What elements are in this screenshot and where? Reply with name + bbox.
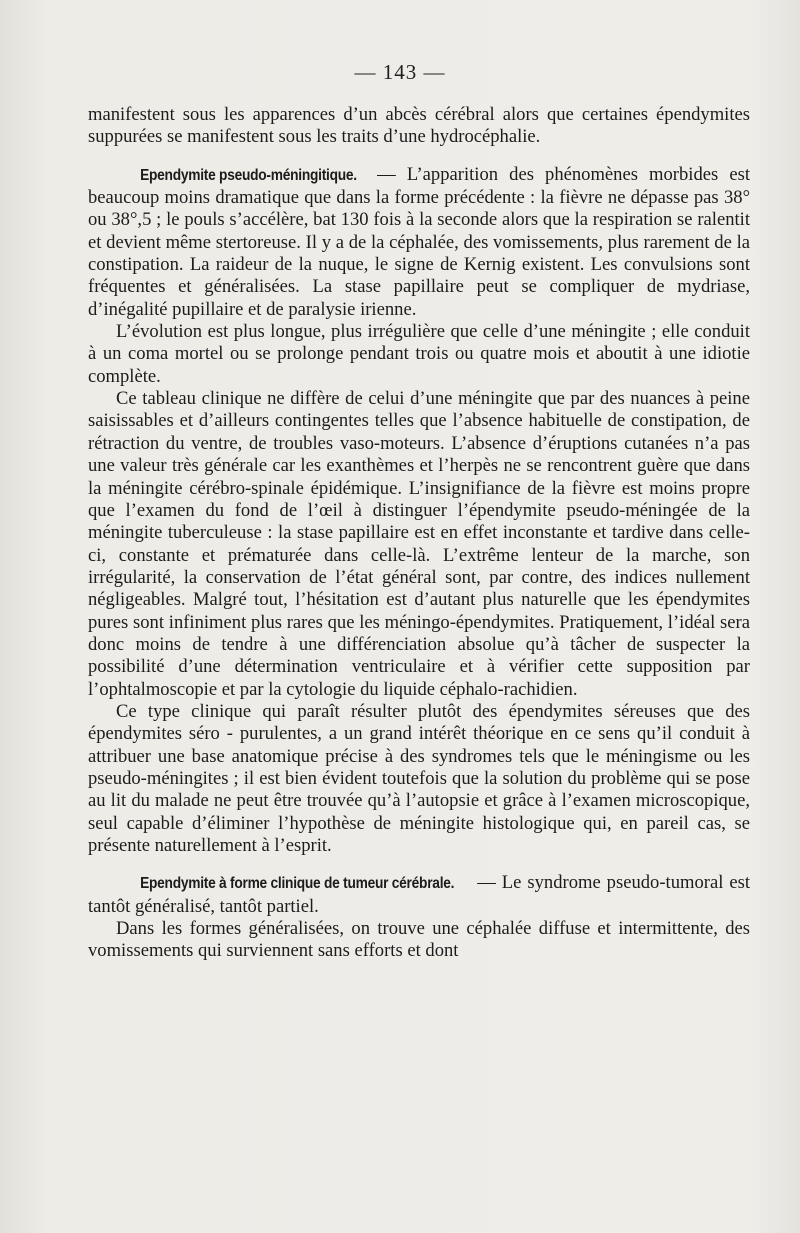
section-heading-pseudo-meningitique: Ependymite pseudo-méningitique. (140, 166, 357, 184)
page-number: — 143 — (354, 60, 446, 84)
paragraph-formes-generalisees: Dans les formes généralisées, on trouve une céphalée diffuse et intermittente, des vomissements qui surviennent sans efforts et dont (88, 918, 750, 962)
section-heading-tumeur-cerebrale: Ependymite à forme clinique de tumeur cérébrale. (140, 875, 455, 893)
paragraph-tumeur-cerebrale (88, 872, 750, 918)
paragraph-evolution: L’évolution est plus longue, plus irrégulière que celle d’une méningite ; elle conduit à un coma mortel ou se prolonge pendant trois ou quatre mois et aboutit à une idiotie complète. (88, 321, 750, 387)
paragraph-text: — Le syndrome pseudo-tumoral est tantôt généralisé, tantôt partiel. (88, 872, 750, 917)
paragraph-text: — L’apparition des phénomènes morbides est beaucoup moins dramatique que dans la forme précédente : la fièvre ne dépasse pas 38° ou 38°,5 ; le pouls s’accélère, bat 130 fois à la seconde alors que la respiration se ralentit et devient même stertoreuse. Il y a de la céphalée, des vomissements, plus rarement de la constipation. La raideur de la nuque, le signe de Kernig existent. Les convulsions sont fréquentes et généralisées. La stase papillaire peut se compliquer de mydriase, d’inégalité pupillaire et de paralysie irienne. (88, 163, 750, 320)
body-text (88, 104, 750, 963)
paragraph-type-clinique: Ce type clinique qui paraît résulter plutôt des épendymites séreuses que des épendymites séro - purulentes, a un grand intérêt théorique en ce sens qu’il conduit à attribuer une base anatomique précise à des syndromes tels que le méningisme ou les pseudo-méningites ; il est bien évident toutefois que la solution du problème qui se pose au lit du malade ne peut être trouvée qu’à l’autopsie et grâce à l’examen microscopique, seul capable d’éliminer l’hypothèse de méningite histologique qui, en pareil cas, se présente naturellement à l’esprit. (88, 700, 750, 856)
paragraph-tableau-clinique: Ce tableau clinique ne diffère de celui d’une méningite que par des nuances à peine saisissables et d’ailleurs contingentes telles que l’absence habituelle de constipation, de rétraction du ventre, de troubles vaso-moteurs. L’absence d’éruptions cutanées n’a pas une valeur très générale car les exanthèmes et l’herpès ne se rencontrent guère que dans la méningite cérébro-spinale épidémique. L’insignifiance de la fièvre est moins propre que l’examen du fond de l’œil à distinguer l’épendymite pseudo-méningée de la méningite tuberculeuse : la stase papillaire est en effet inconstante et tardive dans celle-ci, constante et prématurée dans celle-là. L’extrême lenteur de la marche, son irrégularité, la conservation de l’état général sont, par contre, des indices nullement négligeables. Malgré tout, l’hésitation est d’autant plus naturelle que les épendymites pures sont infiniment plus rares que les méningo-épendymites. Pratiquement, l’idéal sera donc moins de tendre à une différenciation absolue qu’à tâcher de suspecter la possibilité d’une détermination ventriculaire et à vérifier cette supposition par l’ophtalmoscopie et par la cytologie du liquide céphalo-rachidien. (88, 388, 750, 700)
paragraph-pseudo-meningitique (88, 164, 750, 321)
paragraph-continuation: manifestent sous les apparences d’un abcès cérébral alors que certaines épendymites suppurées se manifestent sous les traits d’une hydrocéphalie. (88, 104, 750, 148)
